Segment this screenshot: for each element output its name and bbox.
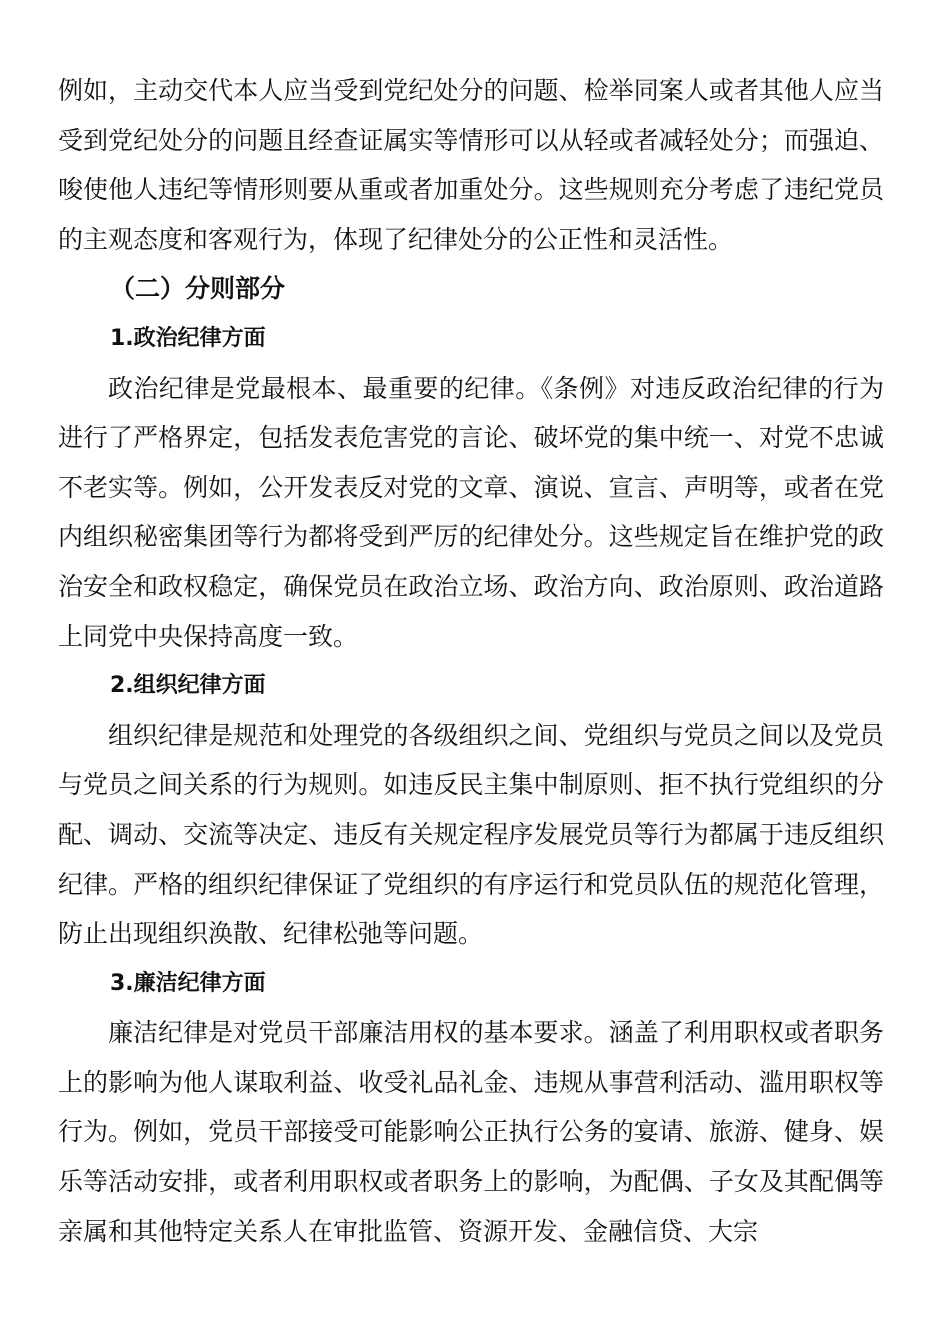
subsection-heading-organizational: 2.组织纪律方面: [110, 673, 266, 699]
subsection-body-political: 政治纪律是党最根本、最重要的纪律。《条例》对违反政治纪律的行为进行了严格界定，包括发表危害党的言论、破坏党的集中统一、对党不忠诚不老实等。例如，公开发表反对党的文章、演说、宣言、声明等，或者在党内组织秘密集团等行为都将受到严厉的纪律处分。这些规定旨在维护党的政治安全和政权稳定，确保党员在政治立场、政治方向、政治原则、政治道路上同党中央保持高度一致。: [58, 373, 884, 651]
subsection-heading-integrity: 3.廉洁纪律方面: [110, 970, 266, 996]
intro-paragraph: 例如，主动交代本人应当受到党纪处分的问题、检举同案人或者其他人应当受到党纪处分的问题且经查证属实等情形可以从轻或者减轻处分；而强迫、唆使他人违纪等情形则要从重或者加重处分。这些规则充分考虑了违纪党员的主观态度和客观行为，体现了纪律处分的公正性和灵活性。: [58, 76, 884, 254]
section-heading: （二）分则部分: [110, 274, 286, 304]
document-page: [58, 66, 884, 1256]
subsection-heading-political: 1.政治纪律方面: [110, 325, 266, 351]
subsection-body-organizational: 组织纪律是规范和处理党的各级组织之间、党组织与党员之间以及党员与党员之间关系的行为规则。如违反民主集中制原则、拒不执行党组织的分配、调动、交流等决定、违反有关规定程序发展党员等行为都属于违反组织纪律。严格的组织纪律保证了党组织的有序运行和党员队伍的规范化管理，防止出现组织涣散、纪律松弛等问题。: [58, 720, 884, 949]
subsection-body-integrity: 廉洁纪律是对党员干部廉洁用权的基本要求。涵盖了利用职权或者职务上的影响为他人谋取利益、收受礼品礼金、违规从事营利活动、滥用职权等行为。例如，党员干部接受可能影响公正执行公务的宴请、旅游、健身、娱乐等活动安排，或者利用职权或者职务上的影响，为配偶、子女及其配偶等亲属和其他特定关系人在审批监管、资源开发、金融信贷、大宗: [58, 1018, 884, 1246]
